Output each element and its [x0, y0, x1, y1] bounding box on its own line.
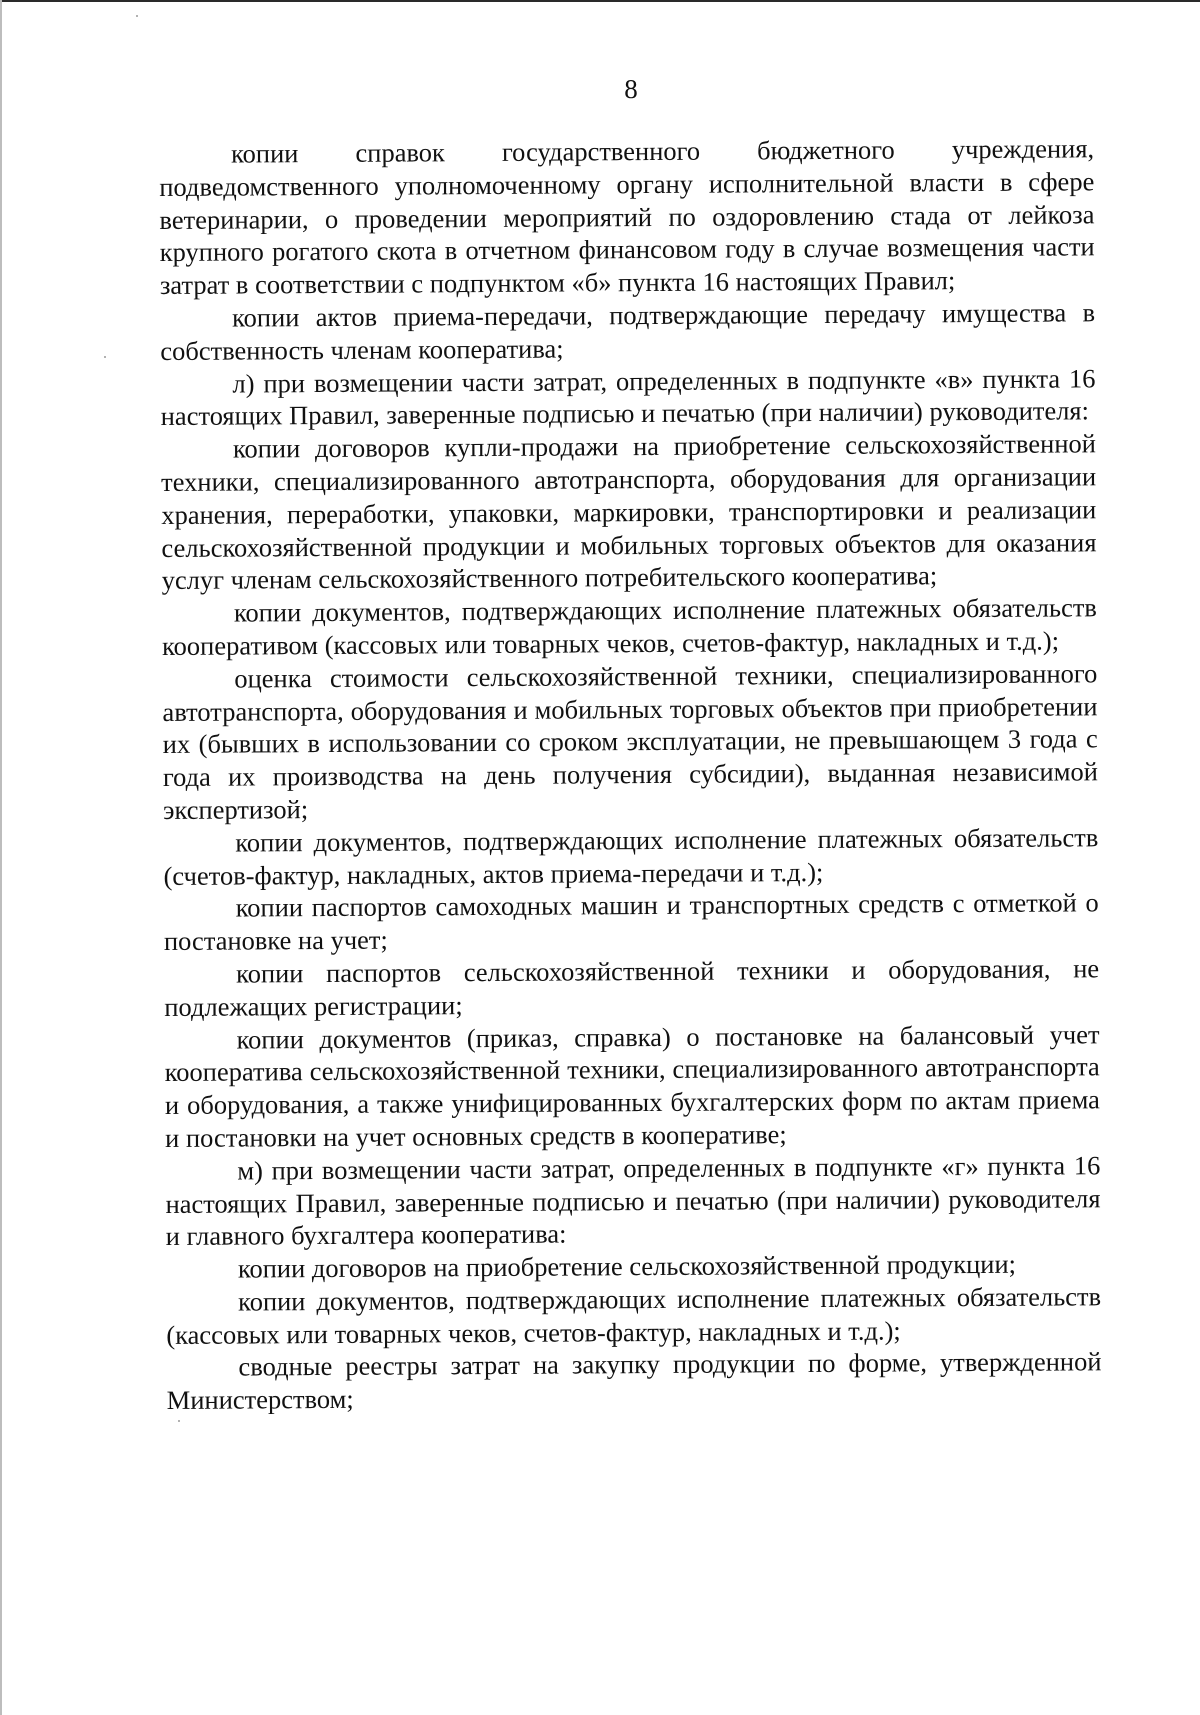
paragraph: оценка стоимости сельскохозяйственной техники, специализированного автотранспорта, оборудования и мобильных торговых объектов при приобретении их (бывших в использовании со сроком эксплуатации, не превышающем 3 года с года их производства на день получения субсидии), выданная независимой экспертизой; [162, 658, 1098, 825]
paragraph: копии документов, подтверждающих исполнение платежных обязательств (кассовых или товарных чеков, счетов-фактур, накладных и т.д.); [166, 1281, 1102, 1350]
paragraph: копии актов приема-передачи, подтверждающие передачу имущества в собственность членам кооператива; [160, 297, 1096, 366]
paragraph: копии документов (приказ, справка) о постановке на балансовый учет кооператива сельскохозяйственной техники, специализированного автотранспорта и оборудования, а также унифицированных бухгалтерских форм по актам приема и постановки на учет основных средств в кооперативе; [164, 1018, 1100, 1153]
page-number: 8 [624, 74, 638, 104]
paragraph: л) при возмещении части затрат, определенных в подпункте «в» пункта 16 настоящих Правил, заверенные подписью и печатью (при наличии) руководителя: [160, 362, 1096, 432]
scan-speck [178, 1420, 180, 1422]
scan-top-edge [0, 0, 1200, 2]
paragraph: копии паспортов сельскохозяйственной техники и оборудования, не подлежащих регистрации; [164, 953, 1100, 1022]
paragraph: копии договоров на приобретение сельскохозяйственной продукции; [237, 1248, 1017, 1284]
document-body [159, 132, 1102, 1417]
paragraph: сводные реестры затрат на закупку продукции по форме, утвержденной Министерством; [166, 1346, 1102, 1416]
paragraph: копии документов, подтверждающих исполнение платежных обязательств (счетов-фактур, накладных, актов приема-передачи и т.д.); [163, 822, 1099, 891]
paragraph: копии паспортов самоходных машин и транспортных средств с отметкой о постановке на учет; [163, 887, 1099, 957]
scan-speck [136, 15, 138, 17]
paragraph: копии договоров купли-продажи на приобретение сельскохозяйственной техники, специализированного автотранспорта, оборудования для организации хранения, переработки, упаковки, маркировки, транспортировки и реализации сельскохозяйственной продукции и мобильных торговых объектов для оказания услуг членам сельскохозяйственного потребительского кооператива; [161, 428, 1097, 596]
paragraph: м) при возмещении части затрат, определенных в подпункте «г» пункта 16 настоящих Правил, заверенные подписью и печатью (при наличии) руководителя и главного бухгалтера кооператива: [165, 1149, 1101, 1252]
paragraph: копии справок государственного бюджетного учреждения, подведомственного уполномоченному органу исполнительной власти в сфере ветеринарии, о проведении мероприятий по оздоровлению стада от лейкоза крупного рогатого скота в отчетном финансовом году в случае возмещения части затрат в соответствии с подпунктом «б» пункта 16 настоящих Правил; [159, 133, 1095, 301]
scan-left-edge [0, 0, 2, 1715]
paragraph: копии документов, подтверждающих исполнение платежных обязательств кооперативом (кассовых или товарных чеков, счетов-фактур, накладных и т.д.); [162, 592, 1097, 661]
scan-speck [104, 356, 106, 358]
